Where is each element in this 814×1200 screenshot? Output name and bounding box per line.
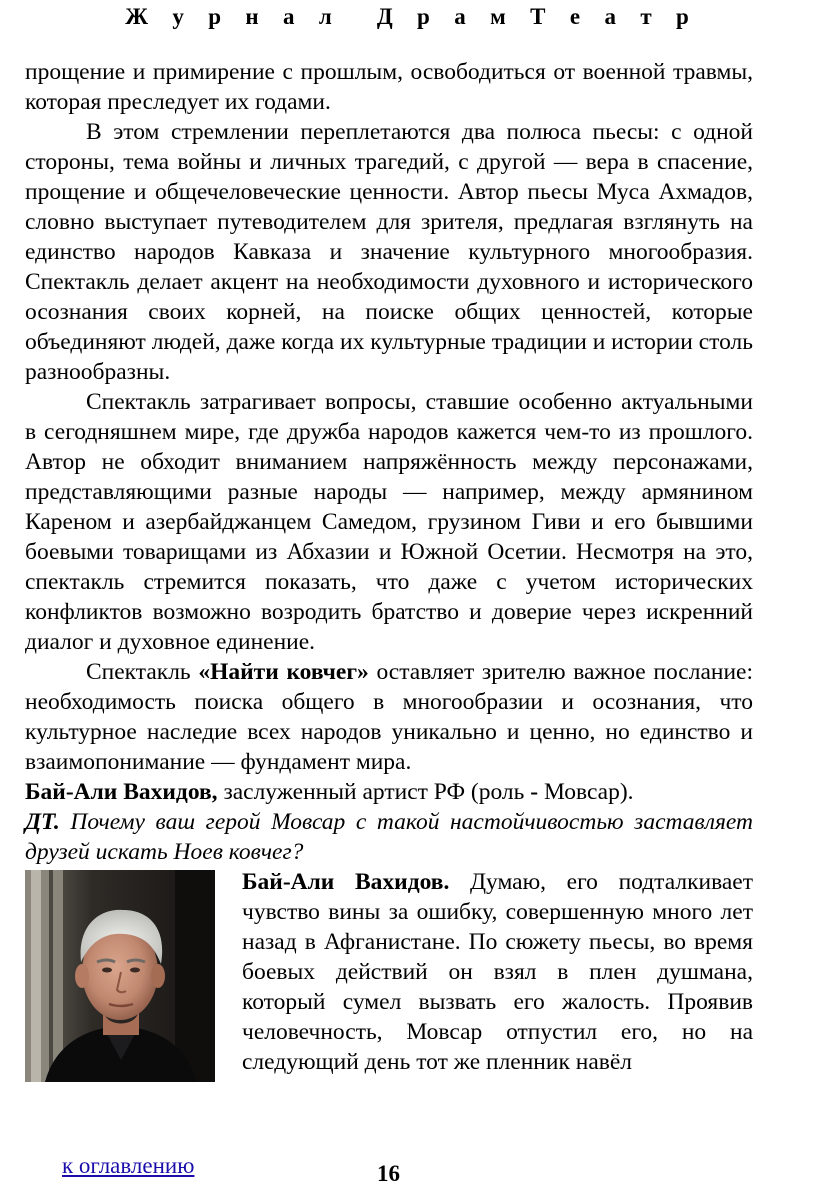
header-letter: Т xyxy=(530,4,546,29)
header-letter: т xyxy=(640,4,652,29)
p4-start: Спектакль xyxy=(86,659,199,685)
header-letter: Ж xyxy=(125,4,148,29)
interviewee-title: заслуженный артист РФ (роль xyxy=(217,779,531,805)
interviewee-credit xyxy=(25,777,753,807)
header-letter: а xyxy=(454,4,466,29)
header-letter: у xyxy=(172,4,184,29)
actor-portrait xyxy=(25,870,215,1082)
credit-dash: - xyxy=(530,779,539,805)
page-number: 16 xyxy=(377,1161,400,1186)
table-of-contents-link[interactable]: к оглавлению xyxy=(62,1153,195,1178)
paragraph-themes: В этом стремлении переплетаются два полюса пьесы: с одной стороны, тема войны и личных трагедий, с другой — вера в спасение, прощение и общечеловеческие ценности. Автор пьесы Муса Ахмадов, словно выступает путеводителем для зрителя, предлагая взглянуть на единство народов Кавказа и значение культурного многообразия. Спектакль делает акцент на необходимости духовного и исторического осознания своих корней, на поиске общих ценностей, которые объединяют людей, даже когда их культурные традиции и истории столь разнообразны. xyxy=(25,119,753,385)
portrait-image xyxy=(25,870,215,1082)
header-letter: л xyxy=(318,4,332,29)
journal-title xyxy=(113,4,701,29)
question-text: Почему ваш герой Мовсар с такой настойчивостью заставляет друзей искать Ноев ковчег? xyxy=(25,809,753,865)
article-body xyxy=(25,57,753,1082)
paragraph-continuation: прощение и примирение с прошлым, освободиться от военной травмы, которая преследует их годами. xyxy=(25,59,753,115)
paragraph-friendship: Спектакль затрагивает вопросы, ставшие особенно актуальными в сегодняшнем мире, где дружба народов кажется чем-то из прошлого. Автор не обходит вниманием напряжённость между персонажами, представляющими разные народы — например, между армянином Кареном и азербайджанцем Самедом, грузином Гиви и его бывшими боевыми товарищами из Абхазии и Южной Осетии. Несмотря на это, спектакль стремится показать, что даже с учетом исторических конфликтов возможно возродить братство и доверие через искренний диалог и духовное единение. xyxy=(25,389,753,655)
play-title: «Найти ковчег» xyxy=(198,659,369,685)
paragraph-message xyxy=(25,657,753,777)
answer-speaker: Бай-Али Вахидов. xyxy=(242,869,450,895)
interviewee-name: Бай-Али Вахидов, xyxy=(25,779,218,805)
header-letter: е xyxy=(569,4,581,29)
p4-rest: оставляет зрителю важное послание: необходимость поиска общего в многообразии и осознания, что культурное наследие всех народов уникально и ценно, но единство и взаимопонимание — фундамент мира. xyxy=(25,659,754,775)
header-letter: а xyxy=(283,4,295,29)
header-letter: р xyxy=(417,4,430,29)
answer-text: Думаю, его подталкивает чувство вины за ошибку, совершенную много лет назад в Афганистане. По сюжету пьесы, во время боевых действий он взял в плен душмана, который сумел вызвать его жалость. Проявив человечность, Мовсар отпустил его, но на следующий день тот же пленник навёл xyxy=(242,869,754,1075)
running-header xyxy=(0,2,814,32)
interviewee-role: Мовсар). xyxy=(538,779,634,805)
interview-question xyxy=(25,807,753,867)
header-letter: м xyxy=(490,4,506,29)
header-letter: н xyxy=(245,4,259,29)
question-label: ДТ. xyxy=(25,809,60,835)
header-letter: а xyxy=(604,4,616,29)
header-letter: р xyxy=(208,4,221,29)
header-letter: р xyxy=(676,4,689,29)
header-letter: Д xyxy=(376,4,393,29)
